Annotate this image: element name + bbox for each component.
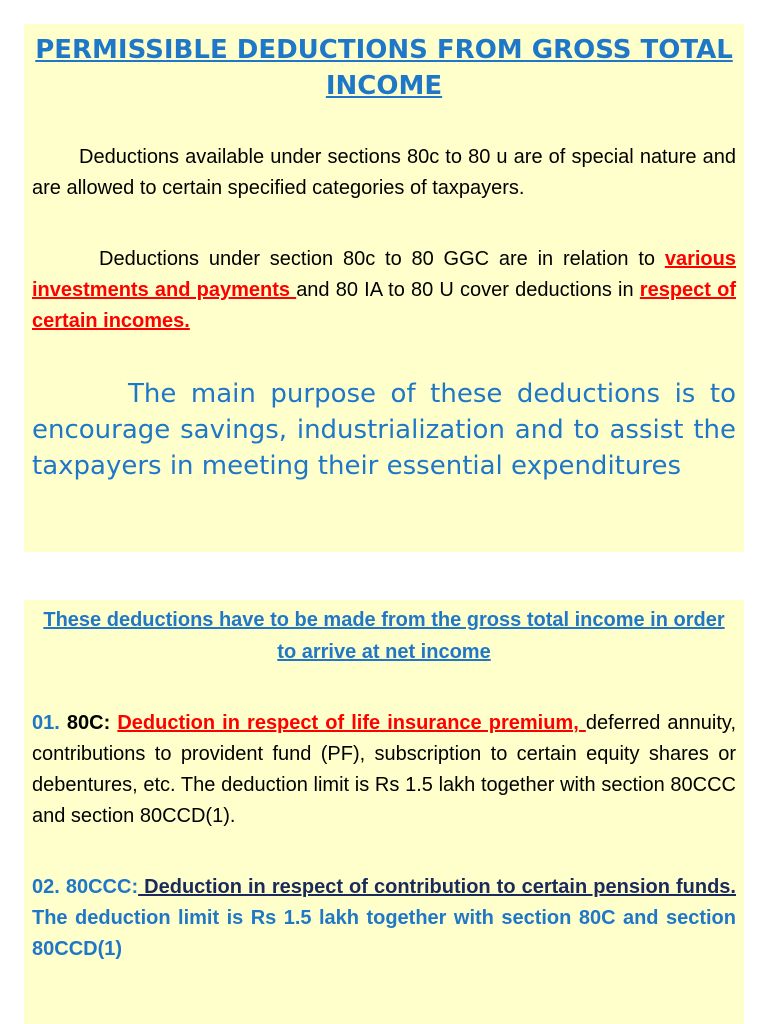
item-number: 01. bbox=[32, 712, 60, 734]
item-number: 02. 80CCC: bbox=[32, 876, 139, 898]
purpose-statement: The main purpose of these deductions is to encourage savings, industrialization and to assist the taxpayers in meeting their essential expenditures bbox=[32, 379, 736, 481]
paragraph-text-a: Deductions under section 80c to 80 GGC are in relation to bbox=[99, 248, 665, 270]
highlight-investments-payments: various investments and payments bbox=[32, 248, 736, 301]
deduction-item-80c bbox=[32, 708, 736, 832]
paragraph-sections-80c-80ggc bbox=[32, 244, 736, 337]
paragraph-text-b: and 80 IA to 80 U cover deductions in bbox=[296, 279, 640, 301]
deduction-item-80ccc bbox=[32, 872, 736, 965]
slide-2-heading: These deductions have to be made from the gross total income in order to arrive at net income bbox=[43, 609, 725, 663]
item-highlight: Deduction in respect of contribution to certain pension funds. bbox=[138, 876, 736, 898]
slide-title: PERMISSIBLE DEDUCTIONS FROM GROSS TOTAL INCOME bbox=[35, 35, 733, 101]
paragraph-sections-80c-80u: Deductions available under sections 80c to 80 u are of special nature and are allowed to certain specified categories of taxpayers. bbox=[32, 146, 736, 199]
item-highlight: Deduction in respect of life insurance premium, bbox=[117, 712, 586, 734]
slide-2 bbox=[24, 600, 744, 1024]
slide-1 bbox=[24, 24, 744, 552]
highlight-certain-incomes: respect of certain incomes. bbox=[32, 279, 737, 332]
item-text: deferred annuity, contributions to provident fund (PF), subscription to certain equity shares or debentures, etc. The deduction limit is Rs 1.5 lakh together with section 80CCC and section 80CCD(1). bbox=[32, 712, 736, 827]
item-text: The deduction limit is Rs 1.5 lakh together with section 80C and section 80CCD(1) bbox=[32, 907, 736, 960]
item-section: 80C: bbox=[59, 712, 118, 734]
